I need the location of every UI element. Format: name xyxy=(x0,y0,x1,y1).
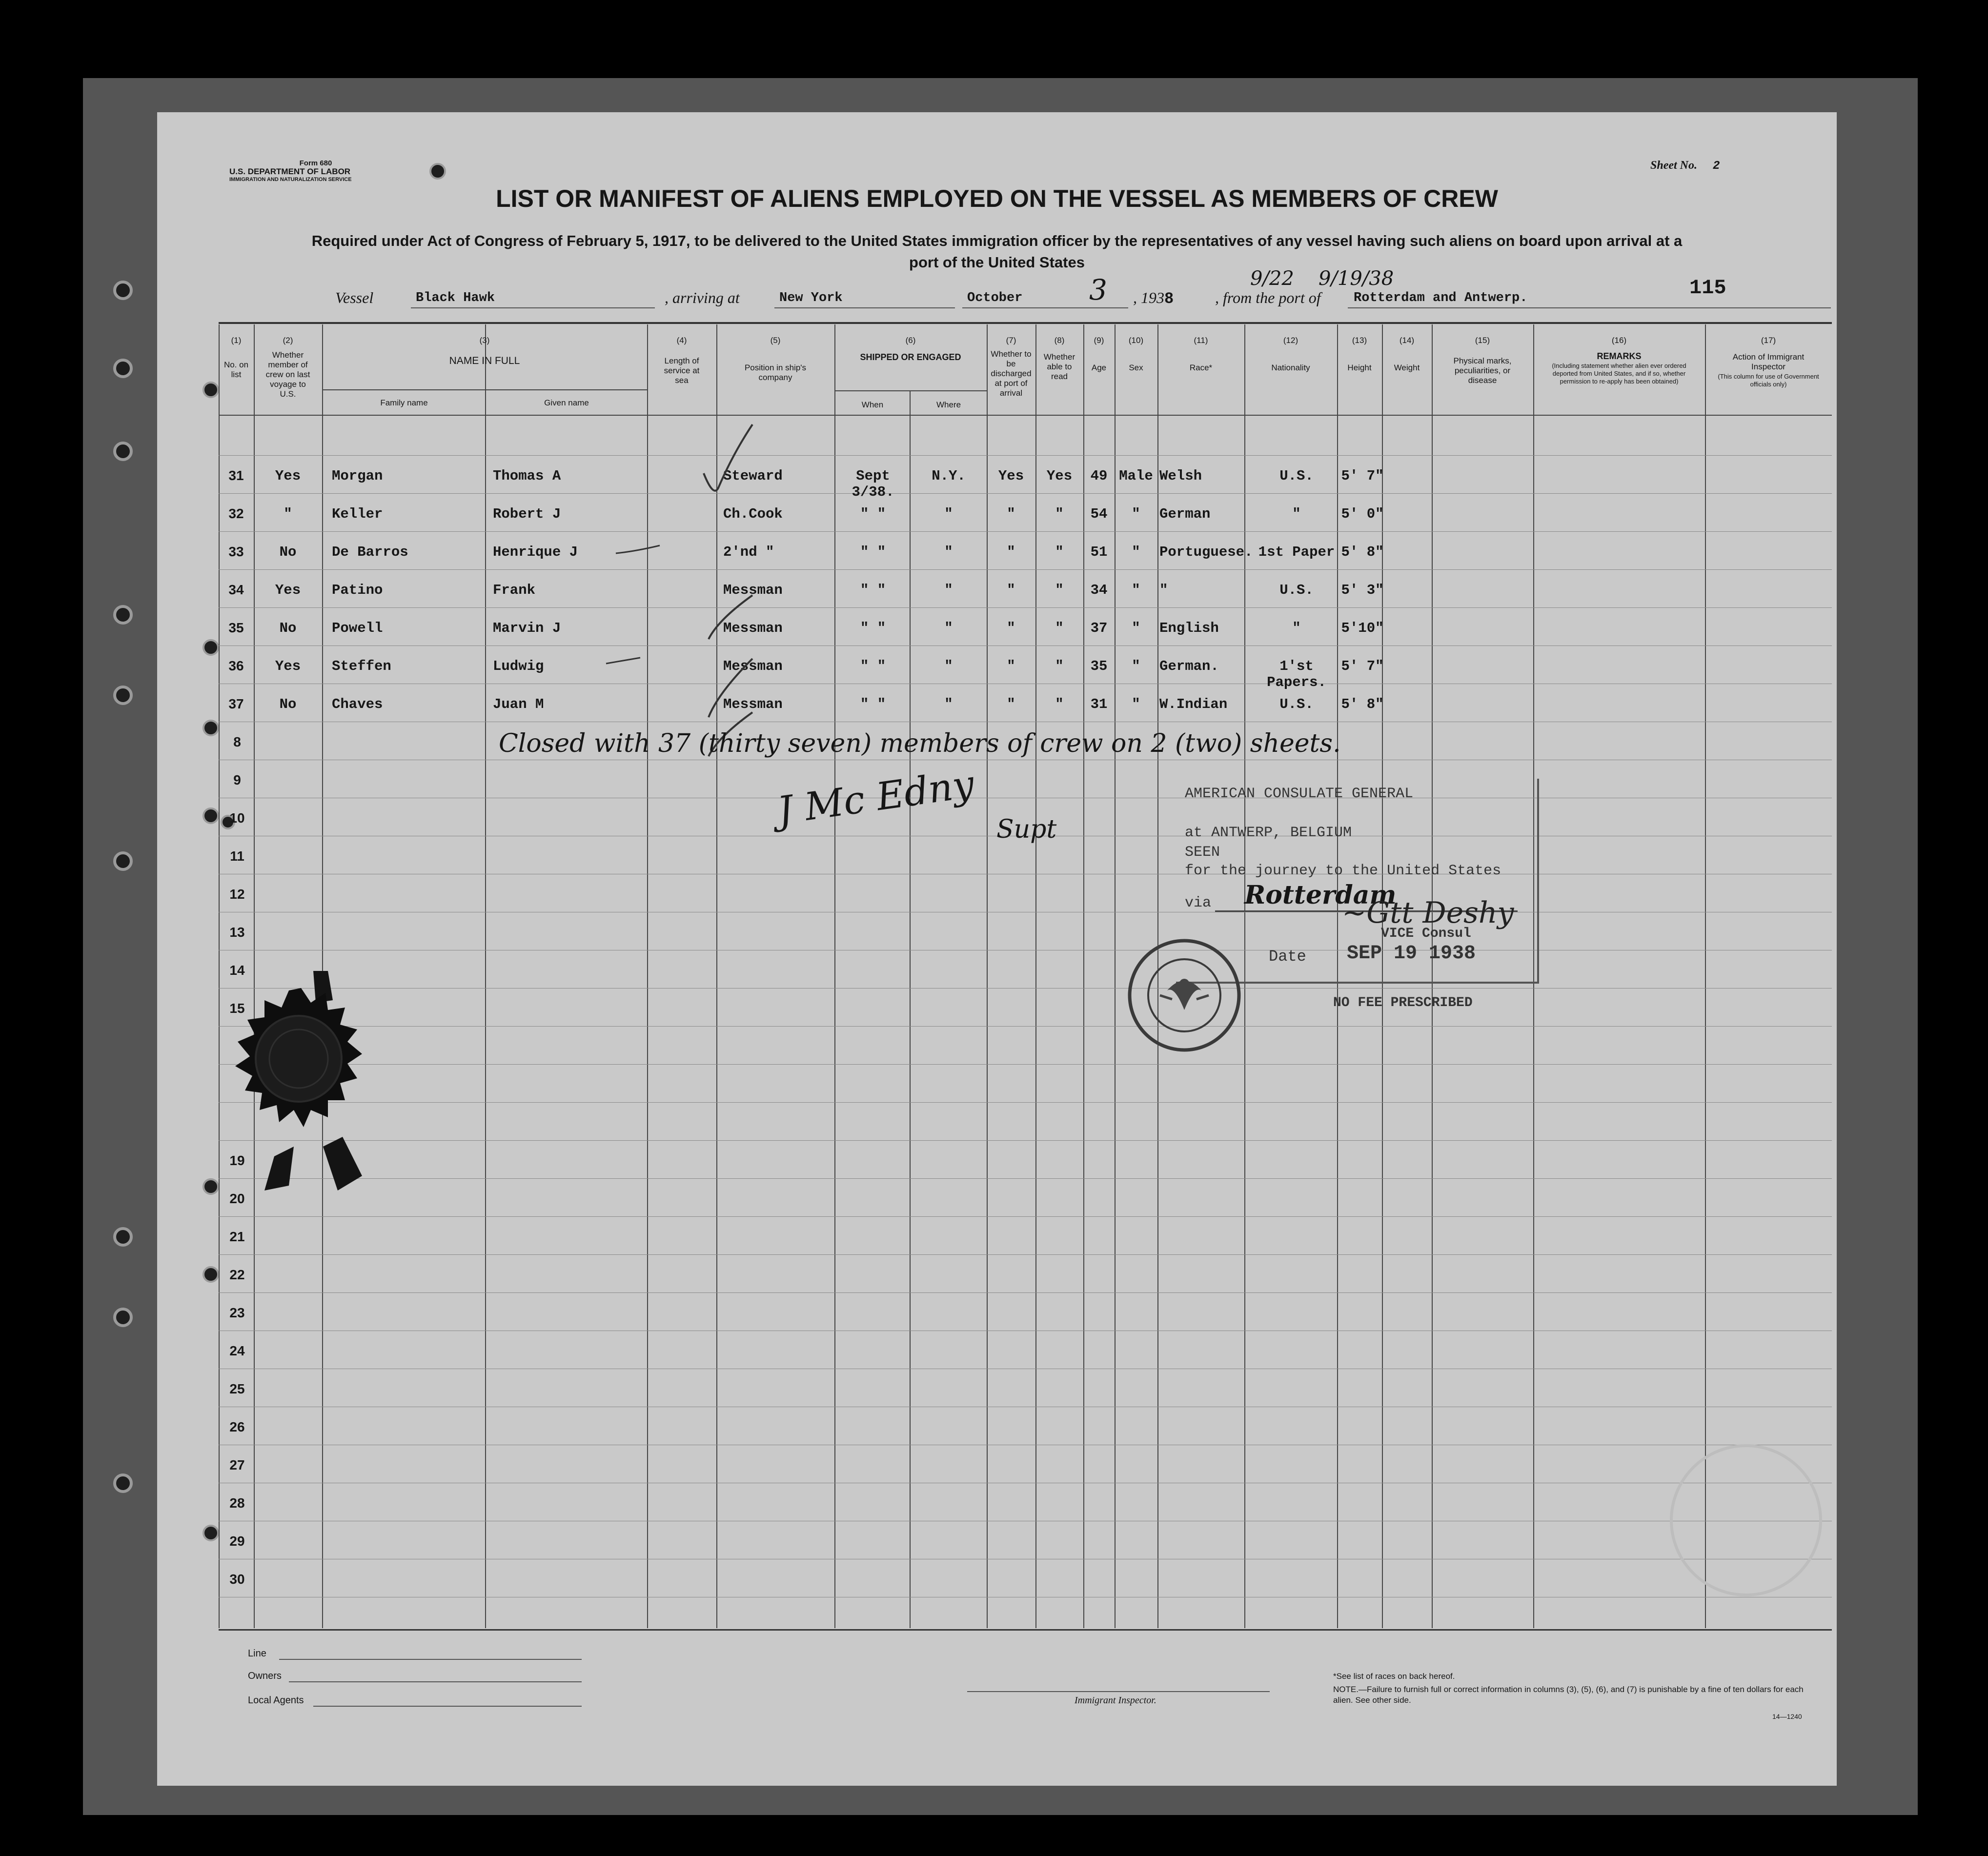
age-cell: 54 xyxy=(1090,506,1108,522)
shipped-when-cell: " " xyxy=(860,696,886,712)
penalty-note: NOTE.—Failure to furnish full or correct information in columns (3), (5), (6), and (7) is punishable by a fine of ten dollars for each alien. See other side. xyxy=(1333,1685,1804,1705)
line-number: 32 xyxy=(228,506,244,521)
read-cell: " xyxy=(1055,506,1064,522)
shipped-when-cell: " " xyxy=(860,544,886,560)
given-name-cell: Thomas A xyxy=(493,468,561,484)
nationality-cell: 1st Paper xyxy=(1258,544,1335,560)
family-name-cell: Keller xyxy=(332,506,383,522)
col-16-header: (16) REMARKS (Including statement whether alien ever ordered deported from United States, and if so, whether permission to re-apply has been obtained) xyxy=(1552,336,1686,385)
age-cell: 34 xyxy=(1090,582,1108,598)
wax-seal-icon xyxy=(216,961,377,1195)
race-cell: German. xyxy=(1159,658,1219,674)
form-number: Form 680 xyxy=(299,159,332,167)
binder-hole xyxy=(113,686,133,705)
line-label: Line xyxy=(248,1648,266,1659)
inspector-underline xyxy=(967,1691,1270,1692)
departure-port: Rotterdam and Antwerp. xyxy=(1354,291,1528,305)
department-name: U.S. DEPARTMENT OF LABOR xyxy=(229,167,351,176)
read-cell: " xyxy=(1055,620,1064,636)
height-cell: 5' 7" xyxy=(1341,468,1384,484)
stamp-date-label: Date xyxy=(1269,948,1306,966)
col-4-header: (4) Length of service at sea xyxy=(664,336,700,385)
binder-hole xyxy=(113,851,133,871)
family-name-cell: Powell xyxy=(332,620,383,636)
empty-line-number: 15 xyxy=(229,1001,245,1016)
nationality-cell: " xyxy=(1292,506,1301,522)
from-port-label: , from the port of xyxy=(1215,289,1321,306)
stamp-date-value: SEP 19 1938 xyxy=(1347,943,1476,965)
empty-line-number: 9 xyxy=(233,772,241,787)
prev-voyage-cell: No xyxy=(279,620,297,636)
sex-cell: " xyxy=(1132,696,1140,712)
empty-line-number: 14 xyxy=(229,963,245,978)
stamp-line-3: SEEN xyxy=(1185,844,1220,861)
read-cell: " xyxy=(1055,658,1064,674)
given-name-cell: Juan M xyxy=(493,696,544,712)
binder-hole xyxy=(113,605,133,625)
col-2-header: (2) Whether member of crew on last voyage to U.S. xyxy=(265,336,310,399)
handwritten-date-2: 9/19/38 xyxy=(1319,267,1394,290)
consul-title: VICE Consul xyxy=(1381,926,1471,941)
given-name-cell: Robert J xyxy=(493,506,561,522)
empty-line-number: 30 xyxy=(229,1572,245,1587)
consulate-seal xyxy=(1126,937,1243,1054)
binder-hole xyxy=(113,359,133,378)
sex-cell: " xyxy=(1132,544,1140,560)
read-cell: Yes xyxy=(1046,468,1073,484)
age-cell: 31 xyxy=(1090,696,1108,712)
empty-line-number: 25 xyxy=(229,1381,245,1396)
empty-line-number: 22 xyxy=(229,1267,245,1282)
binder-hole xyxy=(113,1308,133,1327)
position-cell: Messman xyxy=(723,582,783,598)
empty-line-number: 13 xyxy=(229,925,245,940)
position-cell: Ch.Cook xyxy=(723,506,783,522)
faint-stamp xyxy=(1670,1444,1822,1596)
sheet-label: Sheet No. xyxy=(1650,159,1697,172)
line-number: 36 xyxy=(228,658,244,673)
sex-cell: " xyxy=(1132,658,1140,674)
shipped-where-cell: " xyxy=(944,658,953,674)
empty-line-number: 20 xyxy=(229,1191,245,1206)
punch-hole xyxy=(203,1525,219,1541)
arrival-day: 3 xyxy=(1089,273,1107,306)
given-name-cell: Henrique J xyxy=(493,544,578,560)
line-number: 34 xyxy=(228,582,244,597)
line-number: 37 xyxy=(228,696,244,711)
prev-voyage-cell: Yes xyxy=(275,658,301,674)
shipped-where-cell: " xyxy=(944,620,953,636)
arriving-label: , arriving at xyxy=(665,289,740,306)
empty-line-number: 27 xyxy=(229,1457,245,1473)
race-cell: English xyxy=(1159,620,1219,636)
shipped-where-header: Where xyxy=(936,400,961,409)
shipped-where-cell: N.Y. xyxy=(932,468,966,484)
shipped-where-cell: " xyxy=(944,696,953,712)
arrival-month: October xyxy=(967,291,1023,305)
col-12-header: (12) Nationality xyxy=(1271,336,1310,372)
empty-line-number: 29 xyxy=(229,1533,245,1549)
shipped-where-cell: " xyxy=(944,544,953,560)
line-number: 33 xyxy=(228,544,244,559)
race-cell: Welsh xyxy=(1159,468,1202,484)
shipped-where-cell: " xyxy=(944,582,953,598)
empty-line-number: 21 xyxy=(229,1229,245,1244)
shipped-when-header: When xyxy=(861,400,884,409)
family-name-cell: De Barros xyxy=(332,544,408,560)
race-cell: German xyxy=(1159,506,1211,522)
height-cell: 5' 8" xyxy=(1341,544,1384,560)
col-17-header: (17) Action of Immigrant Inspector (This column for use of Government officials only) xyxy=(1718,336,1819,388)
empty-line-number: 24 xyxy=(229,1343,245,1358)
no-fee-stamp: NO FEE PRESCRIBED xyxy=(1333,995,1473,1010)
family-name-cell: Steffen xyxy=(332,658,391,674)
empty-line-number: 12 xyxy=(229,887,245,902)
given-name-cell: Marvin J xyxy=(493,620,561,636)
empty-line-number: 28 xyxy=(229,1495,245,1511)
sex-cell: " xyxy=(1132,582,1140,598)
col-14-header: (14) Weight xyxy=(1394,336,1420,372)
stamp-line-2: at ANTWERP, BELGIUM xyxy=(1185,825,1352,841)
empty-line-number: 19 xyxy=(229,1153,245,1168)
supervisor-signature: J Mc Edny xyxy=(774,762,977,833)
line-number: 35 xyxy=(228,620,244,635)
sheet-number: 2 xyxy=(1713,160,1720,173)
family-name-cell: Morgan xyxy=(332,468,383,484)
col-1-header: (1) No. on list xyxy=(223,336,249,379)
given-name-cell: Ludwig xyxy=(493,658,544,674)
col-8-header: (8) Whether able to read xyxy=(1043,336,1075,381)
age-cell: 35 xyxy=(1090,658,1108,674)
discharged-cell: Yes xyxy=(998,468,1024,484)
prev-voyage-cell: Yes xyxy=(275,468,301,484)
col-9-header: (9) Age xyxy=(1091,336,1107,372)
checkmark-marks xyxy=(157,112,1837,893)
family-name-cell: Patino xyxy=(332,582,383,598)
vessel-name: Black Hawk xyxy=(416,291,495,305)
prev-voyage-cell: Yes xyxy=(275,582,301,598)
col-10-header: (10) Sex xyxy=(1128,336,1144,372)
age-cell: 49 xyxy=(1090,468,1108,484)
signature-title: Supt xyxy=(996,815,1057,844)
read-cell: " xyxy=(1055,582,1064,598)
discharged-cell: " xyxy=(1007,506,1015,522)
given-name-header: Given name xyxy=(544,398,589,407)
shipped-when-cell: " " xyxy=(860,506,886,522)
line-underline xyxy=(279,1659,582,1660)
shipped-when-cell: " " xyxy=(860,658,886,674)
year-prefix: , 193 xyxy=(1133,289,1164,306)
nationality-cell: " xyxy=(1292,620,1301,636)
col-15-header: (15) Physical marks, peculiarities, or disease xyxy=(1453,336,1512,385)
nationality-cell: U.S. xyxy=(1279,582,1314,598)
discharged-cell: " xyxy=(1007,696,1015,712)
agents-label: Local Agents xyxy=(248,1695,304,1706)
line-number: 31 xyxy=(228,468,244,483)
position-cell: Steward xyxy=(723,468,783,484)
closing-note: Closed with 37 (thirty seven) members of crew on 2 (two) sheets. xyxy=(499,729,1341,758)
year-suffix: 8 xyxy=(1164,290,1174,308)
nationality-cell: U.S. xyxy=(1279,696,1314,712)
family-name-cell: Chaves xyxy=(332,696,383,712)
stamp-line-4: for the journey to the United States xyxy=(1185,863,1501,879)
empty-line-number: 11 xyxy=(230,848,244,864)
family-name-header: Family name xyxy=(380,398,428,407)
col-13-header: (13) Height xyxy=(1347,336,1372,372)
prev-voyage-cell: " xyxy=(284,506,292,522)
col-7-header: (7) Whether to be discharged at port of arrival xyxy=(991,336,1032,398)
stamp-via-label: via xyxy=(1185,895,1212,911)
discharged-cell: " xyxy=(1007,620,1015,636)
binder-hole xyxy=(113,442,133,461)
empty-line-number: 8 xyxy=(233,734,241,749)
read-cell: " xyxy=(1055,696,1064,712)
inspector-label: Immigrant Inspector. xyxy=(1075,1695,1156,1706)
owners-label: Owners xyxy=(248,1671,282,1681)
discharged-cell: " xyxy=(1007,658,1015,674)
form-code: 14—1240 xyxy=(1772,1713,1802,1720)
given-name-cell: Frank xyxy=(493,582,536,598)
empty-line-number: 26 xyxy=(229,1419,245,1434)
binder-hole xyxy=(113,281,133,300)
nationality-cell: 1'st Papers. xyxy=(1267,658,1326,690)
height-cell: 5' 8" xyxy=(1341,696,1384,712)
sex-cell: " xyxy=(1132,620,1140,636)
height-cell: 5' 3" xyxy=(1341,582,1384,598)
age-cell: 51 xyxy=(1090,544,1108,560)
stamp-via-value: Rotterdam xyxy=(1244,880,1397,910)
race-cell: W.Indian xyxy=(1159,696,1228,712)
empty-line-number: 23 xyxy=(229,1305,245,1320)
binder-hole xyxy=(113,1227,133,1247)
consul-signature: ~Gtt Deshy xyxy=(1342,896,1514,930)
race-cell: Portuguese. xyxy=(1159,544,1253,560)
page-number: 115 xyxy=(1689,276,1726,300)
races-note: *See list of races on back hereof. xyxy=(1333,1672,1455,1681)
service-name: IMMIGRATION AND NATURALIZATION SERVICE xyxy=(229,177,352,182)
eagle-seal-icon xyxy=(1126,937,1243,1054)
discharged-cell: " xyxy=(1007,544,1015,560)
prev-voyage-cell: No xyxy=(279,696,297,712)
discharged-cell: " xyxy=(1007,582,1015,598)
handwritten-date: 9/22 xyxy=(1250,267,1294,290)
stamp-line-1: AMERICAN CONSULATE GENERAL xyxy=(1185,786,1414,802)
owners-underline xyxy=(289,1681,582,1682)
read-cell: " xyxy=(1055,544,1064,560)
height-cell: 5' 0" xyxy=(1341,506,1384,522)
col-11-header: (11) Race* xyxy=(1189,336,1213,372)
sex-cell: Male xyxy=(1119,468,1153,484)
agents-underline xyxy=(313,1706,582,1707)
position-cell: Messman xyxy=(723,620,783,636)
nationality-cell: U.S. xyxy=(1279,468,1314,484)
col-3-header: (3) NAME IN FULL xyxy=(449,336,520,366)
position-cell: Messman xyxy=(723,658,783,674)
subtitle-line-2: port of the United States xyxy=(909,254,1085,271)
sex-cell: " xyxy=(1132,506,1140,522)
shipped-when-cell: Sept 3/38. xyxy=(852,468,894,500)
vessel-label: Vessel xyxy=(335,289,374,306)
shipped-where-cell: " xyxy=(944,506,953,522)
punch-hole xyxy=(203,1266,219,1283)
position-cell: Messman xyxy=(723,696,783,712)
arrival-port: New York xyxy=(779,291,843,305)
binder-hole xyxy=(113,1473,133,1493)
shipped-when-cell: " " xyxy=(860,582,886,598)
subtitle-line-1: Required under Act of Congress of February 5, 1917, to be delivered to the United States immigration officer by the representatives of any vessel having such aliens on board upon arrival at a xyxy=(311,232,1683,249)
col-6-header: (6) SHIPPED OR ENGAGED xyxy=(860,336,961,362)
height-cell: 5' 7" xyxy=(1341,658,1384,674)
position-cell: 2'nd " xyxy=(723,544,774,560)
prev-voyage-cell: No xyxy=(279,544,297,560)
shipped-when-cell: " " xyxy=(860,620,886,636)
manifest-sheet xyxy=(157,112,1837,1786)
empty-line-number: 10 xyxy=(229,810,245,826)
height-cell: 5'10" xyxy=(1341,620,1384,636)
page-title: LIST OR MANIFEST OF ALIENS EMPLOYED ON THE VESSEL AS MEMBERS OF CREW xyxy=(496,185,1498,212)
col-5-header: (5) Position in ship's company xyxy=(744,336,807,382)
race-cell: " xyxy=(1159,582,1168,598)
age-cell: 37 xyxy=(1090,620,1108,636)
